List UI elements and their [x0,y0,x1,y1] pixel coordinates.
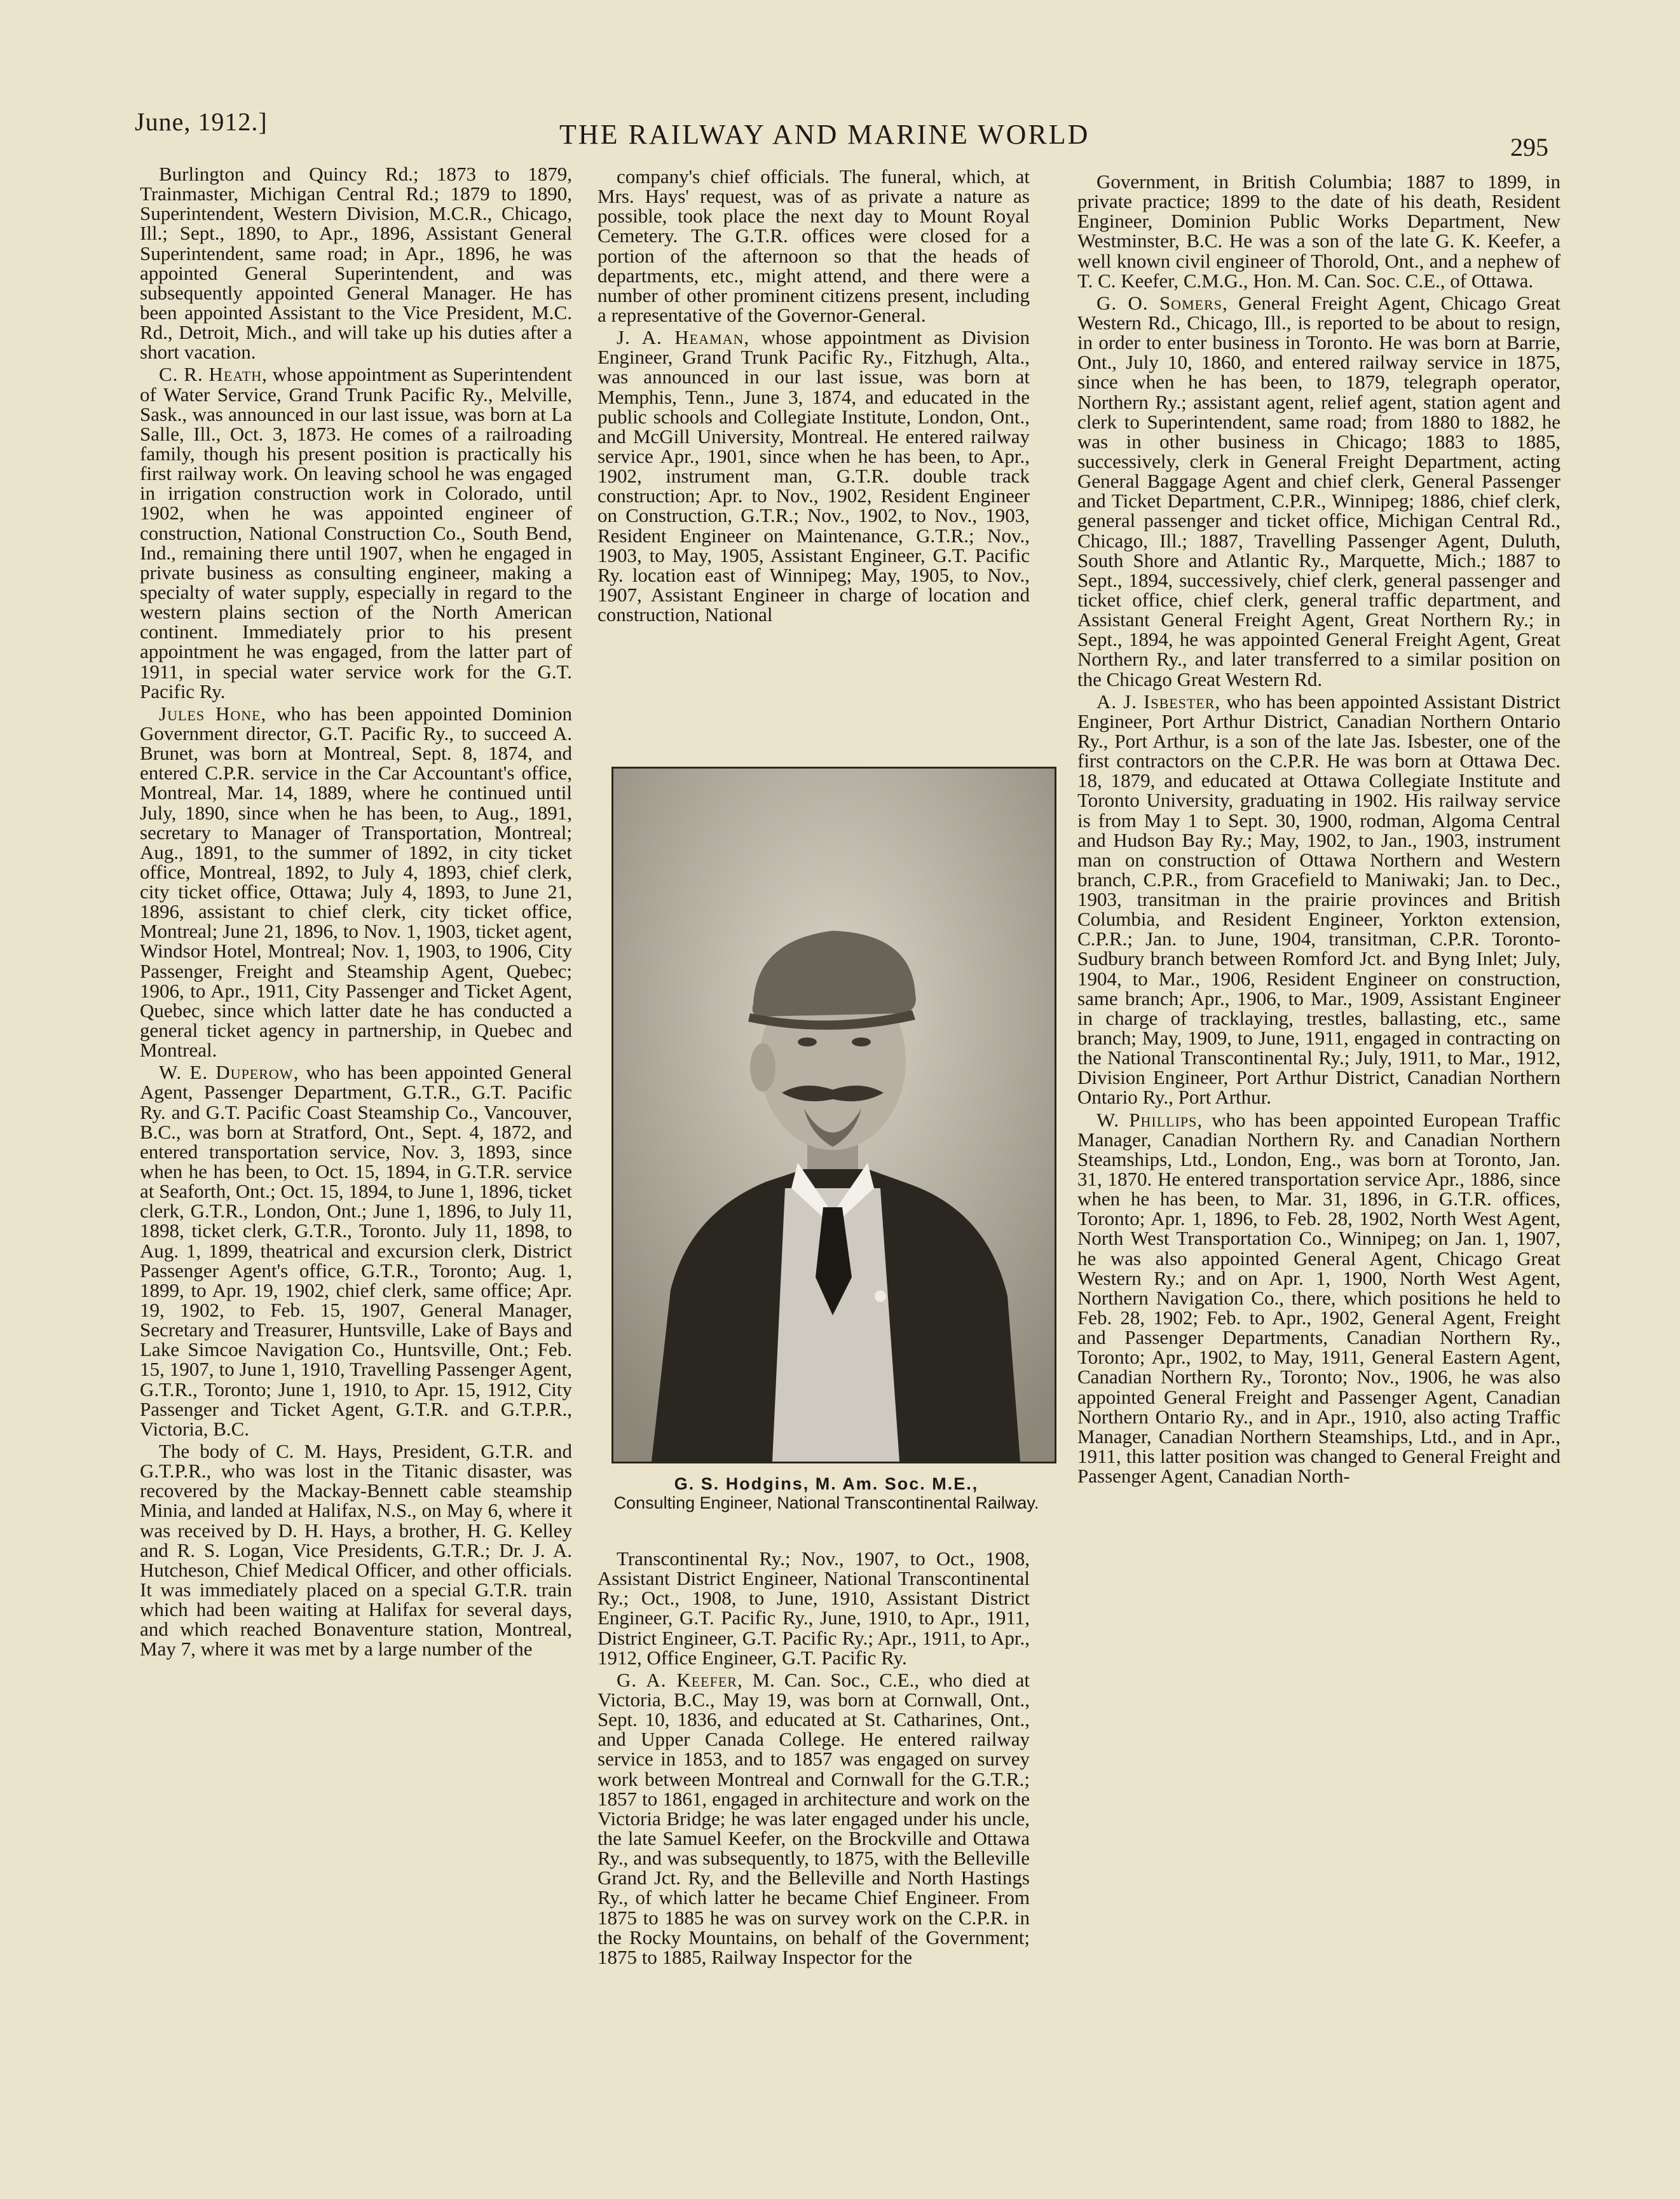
page-number: 295 [1510,133,1548,161]
portrait-photo [611,767,1056,1463]
paragraph [598,167,1030,325]
paragraph-text: who has been appointed European Traffic Manager, Canadian Northern Ry. and Canadian Northern Steamships, Ltd., London, Eng., was born at Toronto, Jan. 31, 1870. He entered transportation service Apr., 1886, since when he has been, to Mar. 31, 1896, in G.T.R. offices, Toronto; Apr. 1, 1896, to Feb. 28, 1902, North West Agent, North West Transportation Co., Winnipeg; on Jan. 1, 1907, he was also appointed General Agent, Chicago Great Western Ry.; and on Apr. 1, 1900, North West Agent, Northern Navigation Co., there, which positions he held to Feb. 28, 1902; Feb. to Apr., 1902, General Agent, Freight and Passenger Departments, Canadian Northern Ry., Toronto; Apr., 1902, to May, 1911, General Eastern Agent, Canadian Northern Ry., Toronto; Nov., 1906, he was also appointed General Freight and Passenger Agent, Canadian Northern Ontario Ry., and in Apr., 1910, also acting Traffic Manager, Canadian Northern Steamships, Ltd., and in Apr., 1911, this latter position was changed to General Freight and Passenger Agent, Canadian North- [1077,1108,1560,1488]
column-right [1077,172,1560,2130]
paragraph [1077,293,1560,689]
person-name: W. Phillips, [1096,1108,1203,1131]
paragraph [1077,692,1560,1107]
person-name: G. O. Somers, [1096,291,1228,314]
photo-caption [591,1475,1062,1512]
paragraph [140,1441,572,1659]
person-name: G. A. Keefer, [617,1668,743,1691]
paragraph-text: Burlington and Quincy Rd.; 1873 to 1879, Trainmaster, Michigan Central Rd.; 1879 to 1890, Superintendent, Western Division, M.C.R., Chicago, Ill.; Sept., 1890, to Apr., 1896, Assistant General Superintendent, same road; in Apr., 1896, he was appointed General Superintendent, and was subsequently appointed General Manager. He has been appointed Assistant to the Vice President, M.C. Rd., Detroit, Mich., and will take up his duties after a short vacation. [140,163,572,364]
paragraph [140,1062,572,1439]
paragraph-text: company's chief officials. The funeral, which, at Mrs. Hays' request, was of as private a nature as possible, took place the next day to Mount Royal Cemetery. The G.T.R. offices were closed for a portion of the afternoon so that the heads of departments, etc., might attend, and there were a number of other prominent citizens present, including a representative of the Governor-General. [598,165,1030,326]
issue-date: June, 1912.] [135,107,268,136]
paragraph-text: General Freight Agent, Chicago Great Western Rd., Chicago, Ill., is reported to be about to resign, in order to enter business in Toronto. He was born at Barrie, Ont., July 10, 1860, and entered railway service in 1875, since when he has been, to 1879, telegraph operator, Northern Ry.; assistant agent, relief agent, station agent and clerk to Superintendent, same road; from 1880 to 1882, he was in other business in Chicago; 1883 to 1885, successively, clerk in General Freight Department, acting General Baggage Agent and chief clerk, General Passenger and Ticket Department, C.P.R., Winnipeg; 1886, chief clerk, general passenger and ticket office, Michigan Central Rd., Chicago, Ill.; 1887, Travelling Passenger Agent, Duluth, South Shore and Atlantic Ry., Marquette, Mich.; 1887 to Sept., 1894, successively, chief clerk, general passenger and ticket office, chief clerk, general traffic department, and Assistant General Freight Agent, Great Northern Ry.; in Sept., 1894, he was appointed General Freight Agent, Great Northern Ry., and later transferred to a similar position on the Chicago Great Western Rd. [1077,291,1560,690]
person-name: J. A. Heaman, [617,326,750,349]
person-name: W. E. Duperow, [159,1061,299,1084]
column-middle-bottom [598,1549,1030,2172]
paragraph [1077,172,1560,291]
paragraph-text: whose appointment as Superintendent of Water Service, Grand Trunk Pacific Ry., Melville, Sask., was announced in our last issue, was born at La Salle, Ill., Oct. 3, 1873. He comes of a railroading family, though his present position is practically his first railway work. On leaving school he was engaged in irrigation construction work in Colorado, until 1902, when he was appointed engineer of construction, National Construction Co., South Bend, Ind., remaining there until 1907, when he engaged in private business as consulting engineer, making a specialty of water supply, especially in regard to the western plains section of the North American continent. Immediately prior to his present appointment he was engaged, from the latter part of 1911, in special water service work for the G.T. Pacific Ry. [140,363,572,702]
person-name: C. R. Heath, [159,363,268,386]
paragraph-text: who has been appointed Dominion Government director, G.T. Pacific Ry., to succeed A. Brunet, was born at Montreal, Sept. 8, 1874, and entered C.P.R. service in the Car Accountant's office, Montreal, Mar. 14, 1889, where he continued until July, 1890, since when he has been, to Aug., 1891, secretary to Manager of Transportation, Montreal; Aug., 1891, to the summer of 1892, in city ticket office, Montreal, 1892, to July 4, 1893, chief clerk, city ticket office, Ottawa; July 4, 1893, to June 21, 1896, assistant to chief clerk, city ticket office, Montreal; June 21, 1896, to Nov. 1, 1903, ticket agent, Windsor Hotel, Montreal; Nov. 1, 1903, to 1906, City Passenger, Freight and Steamship Agent, Quebec; 1906, to Apr., 1911, City Passenger and Ticket Agent, Quebec, since which latter date he has conducted a general ticket agency in partnership, in Quebec and Montreal. [140,702,572,1062]
paragraph [140,704,572,1060]
paragraph [140,364,572,701]
person-name: A. J. Isbester, [1096,690,1221,713]
paragraph [598,1549,1030,1668]
caption-name: G. S. Hodgins, M. Am. Soc. M.E., [674,1474,979,1493]
paragraph-text: Transcontinental Ry.; Nov., 1907, to Oct., 1908, Assistant District Engineer, National Transcontinental Ry.; Oct., 1908, to June, 1910, Assistant District Engineer, G.T. Pacific Ry., June, 1910, to Apr., 1911, District Engineer, G.T. Pacific Ry.; Apr., 1911, to Apr., 1912, Office Engineer, G.T. Pacific Ry. [598,1547,1030,1669]
paragraph [140,164,572,362]
column-middle-top [598,167,1030,774]
person-name: Jules Hone, [159,702,267,725]
paragraph-text: who has been appointed General Agent, Passenger Department, G.T.R., G.T. Pacific Ry. and G.T. Pacific Coast Steamship Co., Vancouver, B.C., was born at Stratford, Ont., Sept. 4, 1872, and entered transportation service, Nov. 3, 1893, since when he has been, to Oct. 15, 1894, in G.T.R. service at Seaforth, Ont.; Oct. 15, 1894, to June 1, 1896, ticket clerk, G.T.R., London, Ont.; June 1, 1896, to July 11, 1898, ticket clerk, G.T.R., Toronto. July 11, 1898, to Aug. 1, 1899, theatrical and excursion clerk, District Passenger Agent's office, G.T.R., Toronto; Aug. 1, 1899, to Apr. 19, 1902, chief clerk, same office; Apr. 19, 1902, to Feb. 15, 1907, General Manager, Secretary and Treasurer, Huntsville, Lake of Bays and Lake Simcoe Navigation Co., Huntsville, Ont.; Feb. 15, 1907, to June 1, 1910, Travelling Passenger Agent, G.T.R., Toronto; June 1, 1910, to Apr. 15, 1912, City Passenger and Ticket Agent, G.T.R. and G.T.P.R., Victoria, B.C. [140,1061,573,1440]
caption-role: Consulting Engineer, National Transcontinental Railway. [613,1493,1039,1512]
paragraph-text: whose appointment as Division Engineer, Grand Trunk Pacific Ry., Fitzhugh, Alta., was announced in our last issue, was born at Memphis, Tenn., June 3, 1874, and educated in the public schools and Collegiate Institute, London, Ont., and McGill University, Montreal. He entered railway service Apr., 1901, since when he has been, to Apr., 1902, instrument man, G.T.R. double track construction; Apr. to Nov., 1902, Resident Engineer on Construction, G.T.R.; Nov., 1902, to Nov., 1903, Resident Engineer on Maintenance, G.T.R.; Nov., 1903, to May, 1905, Assistant Engineer, G.T. Pacific Ry. location east of Winnipeg; May, 1905, to Nov., 1907, Assistant Engineer in charge of location and construction, National [598,326,1030,626]
paragraph [598,1670,1030,1967]
journal-title: THE RAILWAY AND MARINE WORLD [559,119,1090,150]
paragraph [1077,1110,1560,1486]
paragraph-text: M. Can. Soc., C.E., who died at Victoria, B.C., May 19, was born at Cornwall, Ont., Sept. 10, 1836, and educated at St. Catharines, Ont., and Upper Canada College. He entered railway service in 1853, and to 1857 was engaged on survey work between Montreal and Cornwall for the G.T.R.; 1857 to 1861, engaged in architecture and work on the Victoria Bridge; he was later engaged under his uncle, the late Samuel Keefer, on the Brockville and Ottawa Ry., and was subsequently, to 1875, with the Belleville Grand Jct. Ry, and the Belleville and North Hastings Ry., of which latter he became Chief Engineer. From 1875 to 1885 he was on survey work on the C.P.R. in the Rocky Mountains, on behalf of the Government; 1875 to 1885, Railway Inspector for the [598,1668,1030,1968]
paragraph [598,327,1030,624]
paragraph-text: The body of C. M. Hays, President, G.T.R. and G.T.P.R., who was lost in the Titanic disaster, was recovered by the Mackay-Bennett cable steamship Minia, and landed at Halifax, N.S., on May 6, where it was received by D. H. Hays, a brother, H. G. Kelley and R. S. Logan, Vice Presidents, G.T.R.; Dr. J. A. Hutcheson, Chief Medical Officer, and other officials. It was immediately placed on a special G.T.R. train which had been waiting at Halifax for several days, and which reached Bonaventure station, Montreal, May 7, where it was met by a large number of the [140,1440,572,1661]
column-left [140,164,572,2078]
portrait-illustration [613,769,1055,1462]
paragraph-text: who has been appointed Assistant District Engineer, Port Arthur District, Canadian Northern Ontario Ry., Port Arthur, is a son of the late Jas. Isbester, one of the first contractors on the C.P.R. He was born at Ottawa Dec. 18, 1879, and educated at Ottawa Collegiate Institute and Toronto University, graduating in 1902. His railway service is from May 1 to Sept. 30, 1900, rodman, Algoma Central and Hudson Bay Ry.; May, 1902, to Jan., 1903, instrument man on construction of Ottawa Northern and Western branch, C.P.R., from Gracefield to Maniwaki; Jan. to Dec., 1903, transitman in the prairie provinces and British Columbia, and Resident Engineer, Yorkton extension, C.P.R.; Jan. to June, 1904, transitman, C.P.R. Toronto-Sudbury branch between Romford Jct. and Byng Inlet; July, 1904, to Mar., 1906, Resident Engineer on construction, same branch; Apr., 1906, to Mar., 1909, Assistant Engineer in charge of tracklaying, trestles, ballasting, etc., same branch; May, 1909, to June, 1911, engaged in contracting on the National Transcontinental Ry.; July, 1911, to Mar., 1912, Division Engineer, Port Arthur District, Canadian Northern Ontario Ry., Port Arthur. [1077,690,1560,1109]
paragraph-text: Government, in British Columbia; 1887 to 1899, in private practice; 1899 to the date of his death, Resident Engineer, Dominion Public Works Department, New Westminster, B.C. He was a son of the late G. K. Keefer, a well known civil engineer of Thorold, Ont., and a nephew of T. C. Keefer, C.M.G., Hon. M. Can. Soc. C.E., of Ottawa. [1077,170,1560,292]
